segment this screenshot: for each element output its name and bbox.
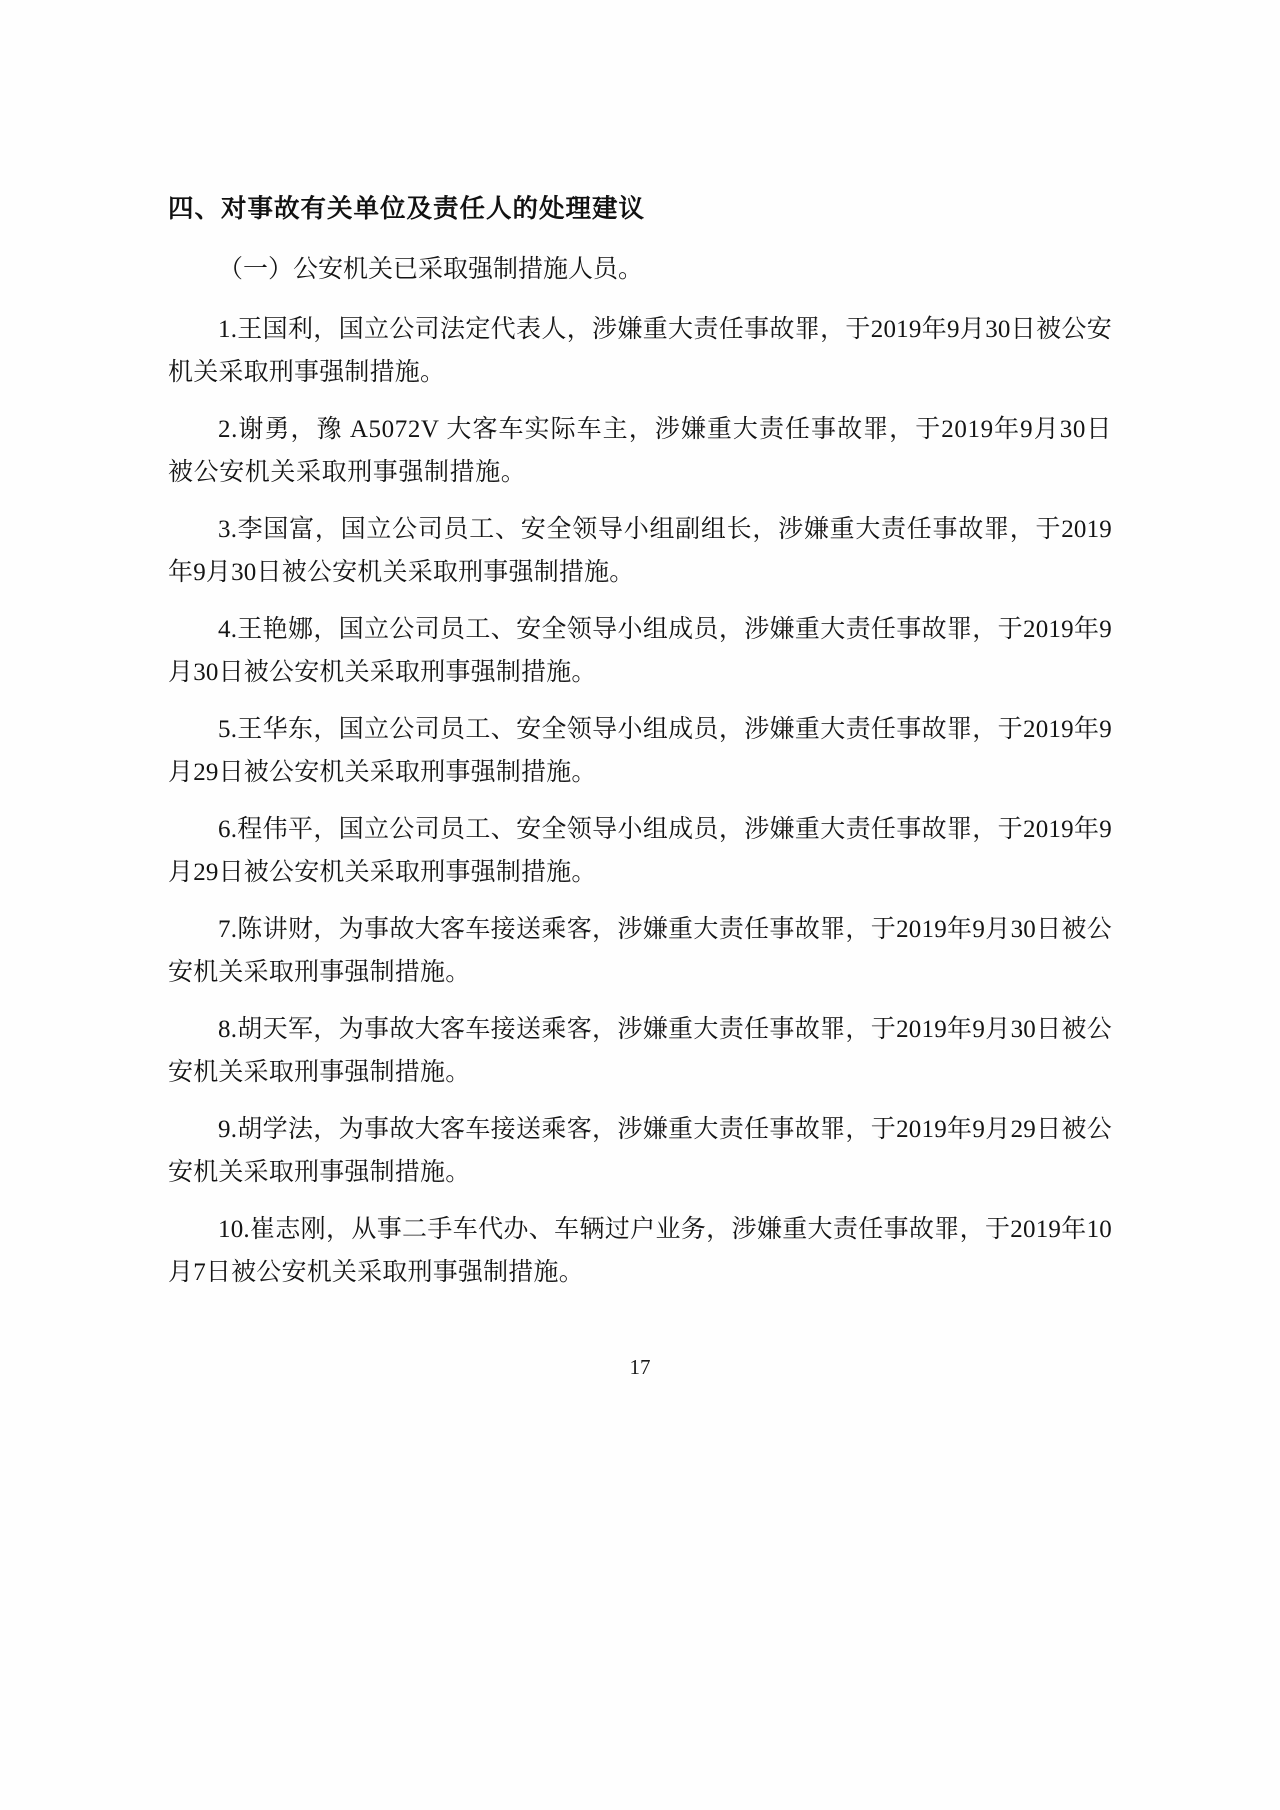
list-item: 9.胡学法，为事故大客车接送乘客，涉嫌重大责任事故罪，于2019年9月29日被公安机关采取刑事强制措施。 <box>168 1116 1112 1187</box>
list-item: 4.王艳娜，国立公司员工、安全领导小组成员，涉嫌重大责任事故罪，于2019年9月30日被公安机关采取刑事强制措施。 <box>168 616 1112 687</box>
subsection-heading: （一）公安机关已采取强制措施人员。 <box>218 256 644 284</box>
list-item: 8.胡天军，为事故大客车接送乘客，涉嫌重大责任事故罪，于2019年9月30日被公安机关采取刑事强制措施。 <box>168 1016 1112 1087</box>
list-item: 7.陈讲财，为事故大客车接送乘客，涉嫌重大责任事故罪，于2019年9月30日被公安机关采取刑事强制措施。 <box>168 916 1112 987</box>
section-heading: 四、对事故有关单位及责任人的处理建议 <box>168 194 646 224</box>
page-number: 17 <box>629 1355 651 1379</box>
list-item: 6.程伟平，国立公司员工、安全领导小组成员，涉嫌重大责任事故罪，于2019年9月29日被公安机关采取刑事强制措施。 <box>168 816 1112 887</box>
list-item: 2.谢勇，豫 A5072V 大客车实际车主，涉嫌重大责任事故罪，于2019年9月30日被公安机关采取刑事强制措施。 <box>168 416 1112 487</box>
list-item: 5.王华东，国立公司员工、安全领导小组成员，涉嫌重大责任事故罪，于2019年9月29日被公安机关采取刑事强制措施。 <box>168 716 1112 787</box>
list-item: 1.王国利，国立公司法定代表人，涉嫌重大责任事故罪，于2019年9月30日被公安机关采取刑事强制措施。 <box>168 316 1112 387</box>
list-item: 3.李国富，国立公司员工、安全领导小组副组长，涉嫌重大责任事故罪，于2019年9月30日被公安机关采取刑事强制措施。 <box>168 516 1112 587</box>
page-content <box>168 190 1112 1308</box>
list-item: 10.崔志刚，从事二手车代办、车辆过户业务，涉嫌重大责任事故罪，于2019年10月7日被公安机关采取刑事强制措施。 <box>168 1216 1112 1287</box>
